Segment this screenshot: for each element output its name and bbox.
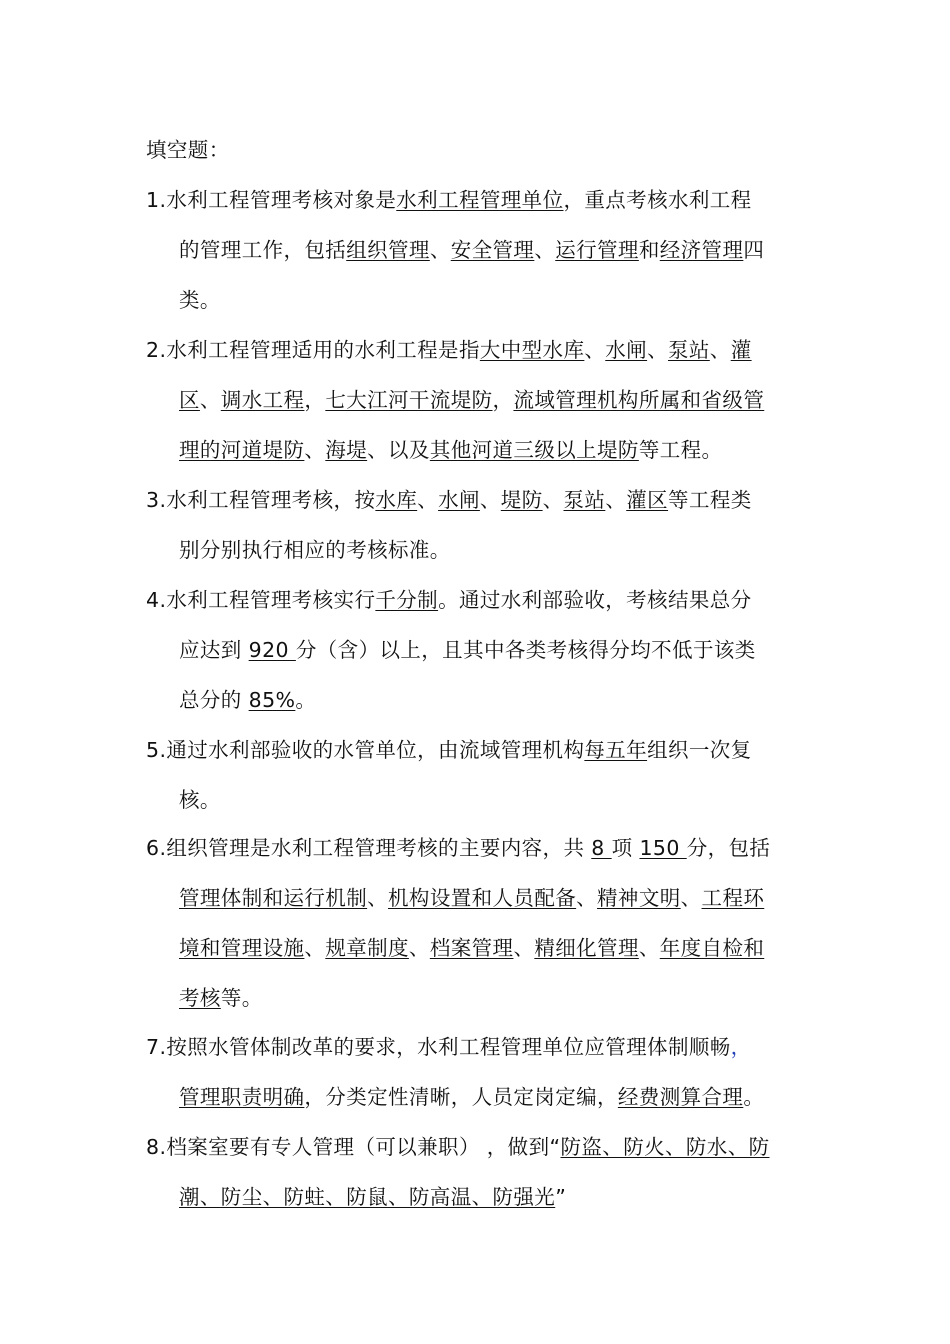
question-text: 。	[295, 688, 317, 712]
question-line	[179, 636, 756, 664]
question-line	[146, 486, 752, 514]
question-text: 的管理工作，包括	[179, 238, 347, 262]
answer-blank: 大中型水库	[479, 338, 585, 362]
question-text: ，重点考核水利工程	[563, 188, 752, 212]
question-text: 类。	[179, 288, 221, 312]
answer-blank: 其他河道三级以上堤防	[429, 438, 639, 462]
question-text: 、	[638, 936, 660, 960]
question-line	[179, 436, 722, 464]
answer-blank: 理的河道堤防	[179, 438, 305, 462]
answer-blank: 水闸	[438, 488, 480, 512]
question-line	[146, 186, 752, 214]
question-text: 和	[638, 238, 660, 262]
answer-blank: 150	[639, 836, 687, 860]
answer-blank: 千分制	[375, 588, 439, 612]
question-line	[179, 934, 764, 962]
answer-blank: 七大江河干流堤防	[325, 388, 493, 412]
question-line	[146, 1133, 770, 1161]
question-text: 4.水利工程管理考核实行	[146, 588, 376, 612]
question-text: ”	[555, 1185, 567, 1209]
answer-blank: 防盗、防火、防水、防	[560, 1135, 770, 1159]
answer-blank: 水闸	[605, 338, 648, 362]
question-text: 3.水利工程管理考核，按	[146, 488, 376, 512]
question-line	[146, 1033, 752, 1061]
answer-blank: 泵站	[563, 488, 606, 512]
question-text: 、	[199, 388, 221, 412]
question-line	[179, 1183, 566, 1211]
question-text: ，分类定性清晰，人员定岗定编，	[304, 1085, 618, 1109]
page-title: 填空题：	[146, 138, 230, 162]
question-text: 项	[611, 836, 640, 860]
question-text: 8.档案室要有专人管理（可以兼职） ，做到“	[146, 1135, 561, 1159]
answer-blank: 档案管理	[429, 936, 514, 960]
answer-blank: 海堤	[325, 438, 368, 462]
question-line	[179, 1083, 764, 1111]
answer-blank: 泵站	[667, 338, 710, 362]
answer-blank: 8	[591, 836, 612, 860]
question-text: ，	[304, 388, 326, 412]
question-text: 等工程。	[638, 438, 723, 462]
question-text: 7.按照水管体制改革的要求，水利工程管理单位应管理体制顺畅	[146, 1035, 731, 1059]
question-text: 、	[576, 886, 598, 910]
question-line	[179, 984, 263, 1012]
question-text: 5.通过水利部验收的水管单位，由流域管理机构	[146, 738, 585, 762]
answer-blank: 精神文明	[597, 886, 681, 910]
answer-blank: 调水工程	[220, 388, 305, 412]
question-text: 、以及	[367, 438, 430, 462]
question-line	[179, 884, 764, 912]
question-text: 别分别执行相应的考核标准。	[179, 538, 451, 562]
answer-blank: 组织管理	[346, 238, 430, 262]
question-text: ，	[730, 1035, 752, 1059]
question-line	[146, 336, 752, 364]
answer-blank: 管理体制和运行机制	[179, 886, 368, 910]
question-line	[179, 286, 221, 314]
question-line	[179, 386, 764, 414]
question-text: 核。	[179, 788, 221, 812]
question-text: 、	[408, 936, 430, 960]
question-text: 、	[417, 488, 439, 512]
answer-blank: 工程环	[701, 886, 765, 910]
question-text: 分（含）以上，且其中各类考核得分均不低于该类	[295, 638, 756, 662]
question-text: 、	[429, 238, 451, 262]
answer-blank: 区	[179, 388, 200, 412]
question-text: 、	[367, 886, 389, 910]
question-text: 。	[743, 1085, 765, 1109]
answer-blank: 灌区	[626, 488, 669, 512]
question-text: 等。	[220, 986, 263, 1010]
question-text: 分，包括	[686, 836, 771, 860]
answer-blank: 境和管理设施	[179, 936, 305, 960]
question-text: 、	[647, 338, 668, 362]
answer-blank: 920	[248, 638, 296, 662]
answer-blank: 管理职责明确	[179, 1085, 305, 1109]
question-text: 、	[584, 338, 606, 362]
question-text: 2.水利工程管理适用的水利工程是指	[146, 338, 480, 362]
question-line	[179, 786, 221, 814]
question-text: 、	[479, 488, 501, 512]
answer-blank: 年度自检和	[659, 936, 765, 960]
question-text: 等工程类	[668, 488, 752, 512]
question-text: 总分的	[179, 688, 249, 712]
question-text: 、	[680, 886, 702, 910]
question-line	[179, 686, 316, 714]
answer-blank: 堤防	[500, 488, 543, 512]
answer-blank: 水利工程管理单位	[396, 188, 564, 212]
question-line	[146, 834, 770, 862]
answer-blank: 安全管理	[450, 238, 535, 262]
question-text: 、	[709, 338, 731, 362]
answer-blank: 85%	[248, 688, 296, 712]
question-text: 、	[304, 936, 326, 960]
question-line	[179, 236, 764, 264]
answer-blank: 机构设置和人员配备	[388, 886, 577, 910]
answer-blank: 水库	[375, 488, 418, 512]
answer-blank: 经费测算合理	[617, 1085, 744, 1109]
answer-blank: 运行管理	[555, 238, 639, 262]
question-text: 、	[605, 488, 627, 512]
question-line	[179, 536, 451, 564]
answer-blank: 规章制度	[325, 936, 409, 960]
question-text: 1.水利工程管理考核对象是	[146, 188, 397, 212]
answer-blank: 精细化管理	[534, 936, 639, 960]
answer-blank: 考核	[179, 986, 221, 1010]
question-line	[146, 736, 752, 764]
answer-blank: 灌	[730, 338, 752, 362]
answer-blank: 每五年	[584, 738, 648, 762]
question-text: 6.组织管理是水利工程管理考核的主要内容，共	[146, 836, 592, 860]
question-text: 组织一次复	[647, 738, 752, 762]
question-line	[146, 586, 752, 614]
answer-blank: 经济管理	[659, 238, 744, 262]
question-text: 、	[534, 238, 556, 262]
answer-blank: 流域管理机构所属和省级管	[513, 388, 765, 412]
question-text: 四	[743, 238, 765, 262]
question-text: 应达到	[179, 638, 249, 662]
answer-blank: 潮、防尘、防蛀、防鼠、防高温、防强光	[179, 1185, 556, 1209]
question-text: 、	[513, 936, 535, 960]
question-text: 。通过水利部验收，考核结果总分	[438, 588, 752, 612]
question-text: ，	[492, 388, 514, 412]
question-text: 、	[304, 438, 326, 462]
question-text: 、	[542, 488, 564, 512]
